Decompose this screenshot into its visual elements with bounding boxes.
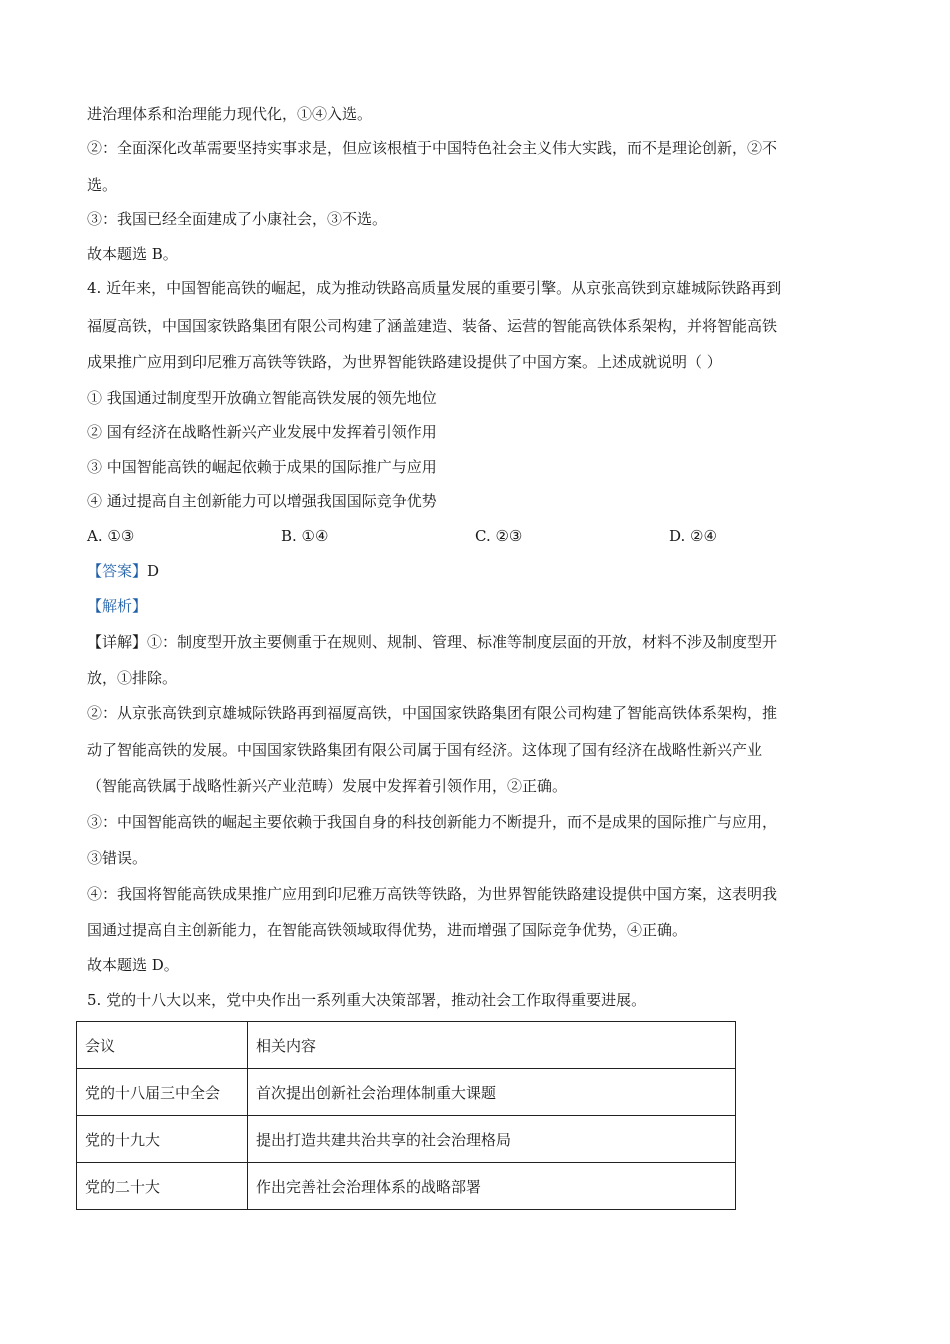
q4-detail-line: ③：中国智能高铁的崛起主要依赖于我国自身的科技创新能力不断提升，而不是成果的国际推广与应用， (87, 813, 778, 831)
table-cell: 党的二十大 (77, 1163, 248, 1210)
table-header-cell: 会议 (77, 1022, 248, 1069)
q4-option-d: D. ②④ (669, 527, 717, 545)
q5-stem: 5. 党的十八大以来，党中央作出一系列重大决策部署，推动社会工作取得重要进展。 (87, 991, 647, 1009)
table-row (77, 1069, 736, 1116)
detail-tag: 【详解】 (87, 633, 148, 651)
q4-answer (87, 561, 159, 581)
q4-detail-line: 国通过提高自主创新能力，在智能高铁领域取得优势，进而增强了国际竞争优势，④正确。 (87, 921, 688, 939)
table-cell: 提出打造共建共治共享的社会治理格局 (248, 1116, 736, 1163)
q4-detail-line: ③错误。 (87, 849, 148, 867)
prev-analysis-line: ②：全面深化改革需要坚持实事求是，但应该根植于中国特色社会主义伟大实践，而不是理论创新，②不 (87, 139, 778, 157)
table-cell: 党的十八届三中全会 (77, 1069, 248, 1116)
q4-statement: ② 国有经济在战略性新兴产业发展中发挥着引领作用 (87, 423, 437, 441)
table-header-cell: 相关内容 (248, 1022, 736, 1069)
q4-option-b: B. ①④ (281, 527, 329, 545)
table-header-row (77, 1022, 736, 1069)
q4-detail-line: 放，①排除。 (87, 669, 178, 687)
table-cell: 首次提出创新社会治理体制重大课题 (248, 1069, 736, 1116)
q4-detail-line: （智能高铁属于战略性新兴产业范畴）发展中发挥着引领作用，②正确。 (87, 777, 568, 795)
answer-tag: 【答案】 (87, 562, 148, 580)
q4-detail-line (87, 632, 777, 652)
q4-stem-line: 福厦高铁，中国国家铁路集团有限公司构建了涵盖建造、装备、运营的智能高铁体系架构，并将智能高铁 (87, 317, 778, 335)
q4-statement: ③ 中国智能高铁的崛起依赖于成果的国际推广与应用 (87, 458, 437, 476)
q4-statement: ① 我国通过制度型开放确立智能高铁发展的领先地位 (87, 389, 437, 407)
q4-statement: ④ 通过提高自主创新能力可以增强我国国际竞争优势 (87, 492, 437, 510)
prev-analysis-line: ③：我国已经全面建成了小康社会，③不选。 (87, 210, 388, 228)
detail-first-text: ①：制度型开放主要侧重于在规则、规制、管理、标准等制度层面的开放，材料不涉及制度型开 (147, 633, 778, 651)
q4-stem-line: 4. 近年来，中国智能高铁的崛起，成为推动铁路高质量发展的重要引擎。从京张高铁到京雄城际铁路再到 (87, 279, 782, 297)
table-row (77, 1163, 736, 1210)
table-cell: 党的十九大 (77, 1116, 248, 1163)
table-cell: 作出完善社会治理体系的战略部署 (248, 1163, 736, 1210)
q4-conclusion: 故本题选 D。 (87, 956, 179, 974)
table-row (77, 1116, 736, 1163)
q4-detail-line: ②：从京张高铁到京雄城际铁路再到福厦高铁，中国国家铁路集团有限公司构建了智能高铁体系架构，推 (87, 704, 778, 722)
q5-table (76, 1021, 736, 1210)
prev-conclusion: 故本题选 B。 (87, 245, 178, 263)
q4-option-c: C. ②③ (475, 527, 523, 545)
q4-detail-line: 动了智能高铁的发展。中国国家铁路集团有限公司属于国有经济。这体现了国有经济在战略性新兴产业 (87, 741, 763, 759)
answer-value: D (147, 562, 160, 580)
q4-option-a: A. ①③ (87, 527, 135, 545)
prev-analysis-line: 选。 (87, 176, 118, 194)
analysis-tag: 【解析】 (87, 597, 148, 615)
prev-analysis-line: 进治理体系和治理能力现代化，①④入选。 (87, 105, 373, 123)
q4-detail-line: ④：我国将智能高铁成果推广应用到印尼雅万高铁等铁路，为世界智能铁路建设提供中国方案，这表明我 (87, 885, 778, 903)
q4-stem-line: 成果推广应用到印尼雅万高铁等铁路，为世界智能铁路建设提供了中国方案。上述成就说明（ ） (87, 353, 722, 371)
